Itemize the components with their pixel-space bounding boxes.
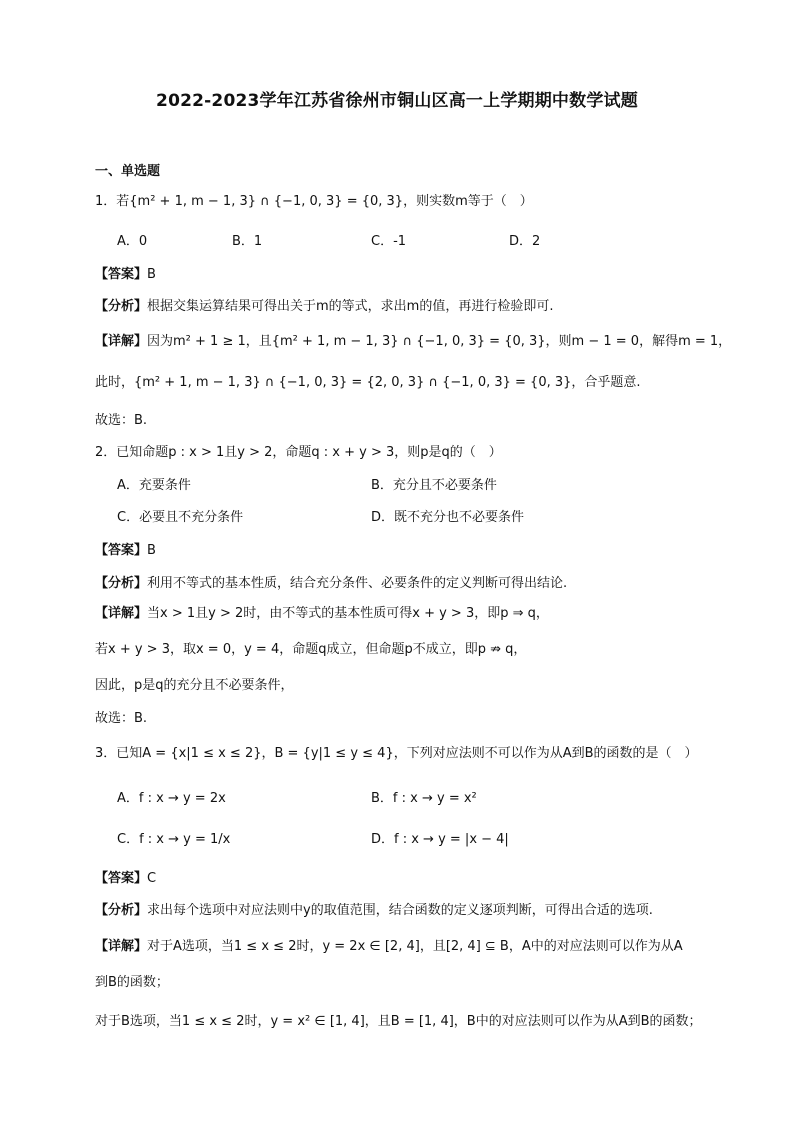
q2-detail-summary: 因此，p是q的充分且不必要条件，	[95, 678, 294, 693]
q1-option-a: A．0	[117, 234, 148, 249]
answer-tag: 【答案】	[95, 871, 148, 886]
q2-option-d: D．既不充分也不必要条件	[371, 510, 525, 525]
q1-analysis	[95, 298, 553, 316]
q2-answer	[95, 542, 156, 560]
q3-analysis	[95, 902, 653, 920]
q3-option-b: B．f : x → y = x²	[371, 791, 477, 806]
q2-analysis	[95, 575, 567, 593]
detail-tag: 【详解】	[95, 334, 148, 349]
question-1-stem: 1．若{m² + 1, m − 1, 3} ∩ {−1, 0, 3} = {0, 3}，则实数m等于（ ）	[95, 194, 533, 209]
q2-analysis-text: 利用不等式的基本性质，结合充分条件、必要条件的定义判断可得出结论.	[147, 576, 568, 591]
analysis-tag: 【分析】	[95, 903, 148, 918]
q2-option-c: C．必要且不充分条件	[117, 510, 244, 525]
q3-answer-value: C	[147, 871, 157, 886]
q2-option-b: B．充分且不必要条件	[371, 478, 497, 493]
q1-option-c: C．-1	[371, 234, 407, 249]
q3-option-c: C．f : x → y = 1/x	[117, 832, 231, 847]
q3-detail-text-1: 对于A选项，当1 ≤ x ≤ 2时，y = 2x ∈ [2, 4]，且[2, 4] ⊆ B，A中的对应法则可以作为从A	[147, 939, 683, 954]
q3-detail	[95, 938, 683, 956]
analysis-tag: 【分析】	[95, 299, 148, 314]
q2-detail	[95, 605, 549, 623]
analysis-tag: 【分析】	[95, 576, 148, 591]
question-2-stem: 2．已知命题p : x > 1且y > 2，命题q : x + y > 3，则p是q的（ ）	[95, 445, 502, 460]
q1-detail-continued: 此时，{m² + 1, m − 1, 3} ∩ {−1, 0, 3} = {2, 0, 3} ∩ {−1, 0, 3} = {0, 3}，合乎题意.	[95, 375, 641, 390]
q1-analysis-text: 根据交集运算结果可得出关于m的等式，求出m的值，再进行检验即可.	[147, 299, 554, 314]
q3-option-d: D．f : x → y = |x − 4|	[371, 832, 509, 847]
q1-detail	[95, 333, 731, 351]
q2-detail-text-1: 当x > 1且y > 2时，由不等式的基本性质可得x + y > 3，即p ⇒ q，	[147, 606, 549, 621]
q3-detail-continued: 到B的函数；	[95, 975, 169, 990]
detail-tag: 【详解】	[95, 939, 148, 954]
section-heading: 一、单选题	[95, 164, 161, 179]
q2-detail-continued: 若x + y > 3，取x = 0，y = 4，命题q成立，但命题p不成立，即p ⇏ q，	[95, 642, 527, 657]
q3-answer	[95, 870, 156, 888]
q1-option-b: B．1	[232, 234, 263, 249]
q3-analysis-text: 求出每个选项中对应法则中y的取值范围，结合函数的定义逐项判断，可得出合适的选项.	[147, 903, 653, 918]
q3-detail-option-b: 对于B选项，当1 ≤ x ≤ 2时，y = x² ∈ [1, 4]，且B = [1, 4]，B中的对应法则可以作为从A到B的函数；	[95, 1014, 702, 1029]
q2-conclusion: 故选：B.	[95, 711, 148, 726]
answer-tag: 【答案】	[95, 543, 148, 558]
q3-option-a: A．f : x → y = 2x	[117, 791, 226, 806]
q1-option-d: D．2	[509, 234, 541, 249]
q2-option-a: A．充要条件	[117, 478, 191, 493]
q1-answer-value: B	[147, 267, 156, 282]
q1-answer	[95, 266, 156, 284]
q1-conclusion: 故选：B.	[95, 413, 148, 428]
q2-answer-value: B	[147, 543, 156, 558]
question-3-stem: 3．已知A = {x|1 ≤ x ≤ 2}，B = {y|1 ≤ y ≤ 4}，下列对应法则不可以作为从A到B的函数的是（ ）	[95, 746, 698, 761]
page-title: 2022-2023学年江苏省徐州市铜山区高一上学期期中数学试题	[156, 91, 638, 111]
detail-tag: 【详解】	[95, 606, 148, 621]
q1-detail-text-1: 因为m² + 1 ≥ 1，且{m² + 1, m − 1, 3} ∩ {−1, 0, 3} = {0, 3}，则m − 1 = 0，解得m = 1，	[147, 334, 732, 349]
answer-tag: 【答案】	[95, 267, 148, 282]
